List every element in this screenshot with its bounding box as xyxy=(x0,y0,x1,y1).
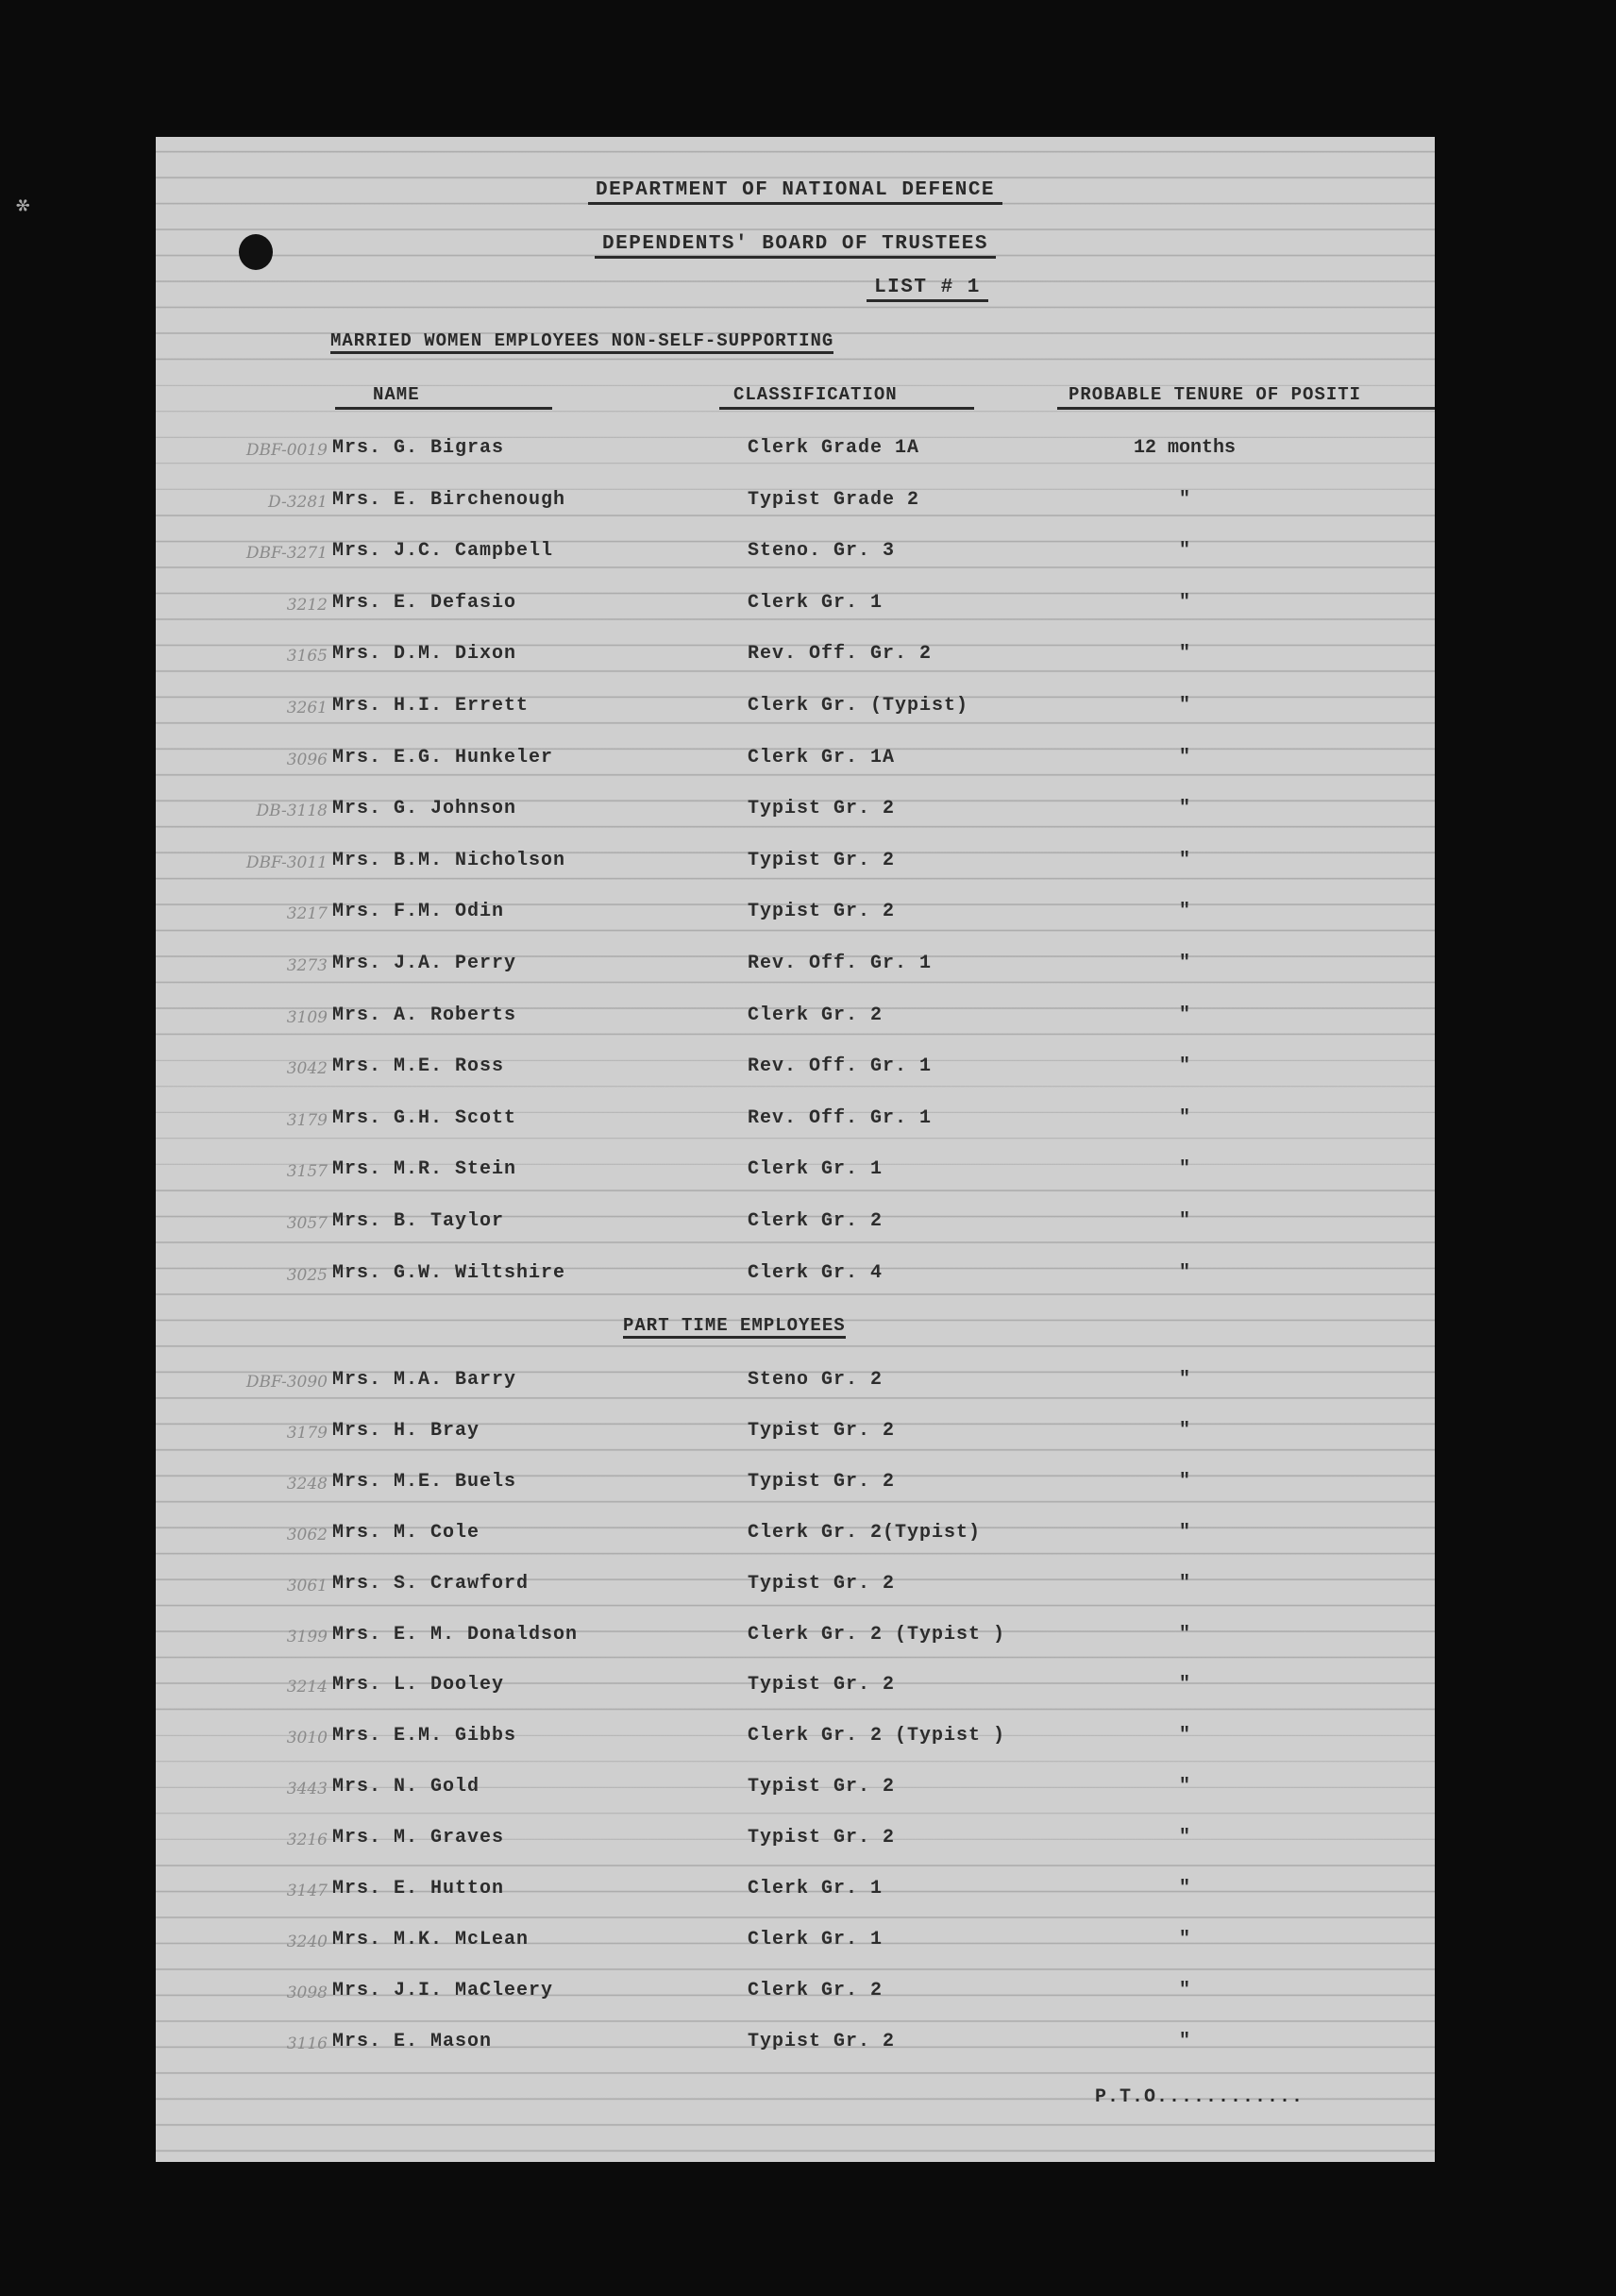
employee-name: Mrs. M.R. Stein xyxy=(332,1158,517,1181)
classification: Typist Gr. 2 xyxy=(748,798,896,820)
tenure: " xyxy=(1178,540,1190,563)
employee-name: Mrs. M.E. Ross xyxy=(332,1055,505,1078)
tenure: " xyxy=(1178,1521,1190,1544)
employee-name: Mrs. F.M. Odin xyxy=(332,901,505,923)
table-row xyxy=(156,1004,1435,1033)
classification: Typist Gr. 2 xyxy=(748,901,896,923)
document-page xyxy=(156,137,1435,2162)
table-row xyxy=(156,1725,1435,1753)
tenure: " xyxy=(1178,1210,1190,1232)
employee-name: Mrs. J.I. MaCleery xyxy=(332,1979,554,2001)
section-part-time-title: PART TIME EMPLOYEES xyxy=(623,1315,846,1336)
table-row xyxy=(156,1262,1435,1291)
tenure: " xyxy=(1178,1623,1190,1646)
tenure: " xyxy=(1178,695,1190,717)
file-number: D-3281 xyxy=(268,492,328,512)
table-row xyxy=(156,592,1435,620)
table-row xyxy=(156,1624,1435,1652)
employee-name: Mrs. L. Dooley xyxy=(332,1674,505,1697)
classification: Steno. Gr. 3 xyxy=(748,540,896,563)
classification: Typist Gr. 2 xyxy=(748,1827,896,1849)
employee-name: Mrs. M. Graves xyxy=(332,1827,505,1849)
employee-name: Mrs. E. Defasio xyxy=(332,591,517,614)
file-number: DBF-0019 xyxy=(245,441,328,460)
classification: Typist Gr. 2 xyxy=(748,1674,896,1697)
employee-name: Mrs. E.M. Gibbs xyxy=(332,1725,517,1747)
table-row xyxy=(156,1674,1435,1702)
classification: Clerk Gr. 1 xyxy=(748,1158,884,1181)
file-number: 3240 xyxy=(286,1932,328,1951)
table-row xyxy=(156,489,1435,517)
employee-name: Mrs. M.A. Barry xyxy=(332,1369,517,1391)
employee-name: Mrs. E. Hutton xyxy=(332,1878,505,1899)
file-number: 3443 xyxy=(286,1780,328,1799)
tenure: " xyxy=(1178,1261,1190,1284)
classification: Rev. Off. Gr. 2 xyxy=(748,643,933,666)
file-number: 3157 xyxy=(286,1162,328,1182)
tenure: " xyxy=(1178,643,1190,666)
table-row xyxy=(156,901,1435,929)
table-row xyxy=(156,695,1435,723)
file-number: DBF-3271 xyxy=(245,544,328,564)
file-number: 3248 xyxy=(286,1474,328,1494)
file-number: DB-3118 xyxy=(256,802,328,821)
tenure: " xyxy=(1178,1004,1190,1026)
column-header-classification: CLASSIFICATION xyxy=(719,384,974,410)
classification: Clerk Gr. 1 xyxy=(748,591,884,614)
table-row xyxy=(156,1776,1435,1804)
employee-name: Mrs. M.E. Buels xyxy=(332,1470,517,1493)
file-number: 3116 xyxy=(286,2034,328,2053)
file-number: 3025 xyxy=(286,1265,328,1285)
file-number: 3109 xyxy=(286,1007,328,1027)
employee-name: Mrs. E.G. Hunkeler xyxy=(332,746,554,768)
table-row xyxy=(156,1573,1435,1601)
table-row xyxy=(156,1420,1435,1448)
table-row xyxy=(156,1210,1435,1239)
file-number: 3062 xyxy=(286,1525,328,1545)
employee-name: Mrs. G.H. Scott xyxy=(332,1106,517,1129)
tenure: " xyxy=(1178,746,1190,768)
file-number: 3096 xyxy=(286,750,328,769)
classification: Clerk Gr. 4 xyxy=(748,1261,884,1284)
tenure: " xyxy=(1178,488,1190,511)
section-married-women-title: MARRIED WOMEN EMPLOYEES NON-SELF-SUPPORTING xyxy=(330,330,833,351)
department-heading: DEPARTMENT OF NATIONAL DEFENCE xyxy=(156,179,1435,201)
table-row xyxy=(156,643,1435,671)
employee-name: Mrs. G.W. Wiltshire xyxy=(332,1261,566,1284)
tenure: " xyxy=(1178,1674,1190,1697)
tenure: " xyxy=(1178,1369,1190,1391)
employee-name: Mrs. D.M. Dixon xyxy=(332,643,517,666)
table-row xyxy=(156,798,1435,826)
board-heading: DEPENDENTS' BOARD OF TRUSTEES xyxy=(156,233,1435,255)
employee-name: Mrs. S. Crawford xyxy=(332,1572,530,1595)
table-row xyxy=(156,953,1435,981)
employee-name: Mrs. J.C. Campbell xyxy=(332,540,554,563)
file-number: 3098 xyxy=(286,1983,328,2002)
classification: Typist Gr. 2 xyxy=(748,1572,896,1595)
employee-name: Mrs. M.K. McLean xyxy=(332,1928,530,1950)
edge-mark-icon: ✻ xyxy=(11,193,35,220)
table-row xyxy=(156,2031,1435,2059)
file-number: 3273 xyxy=(286,956,328,975)
employee-name: Mrs. E. M. Donaldson xyxy=(332,1623,579,1646)
classification: Clerk Gr. 2(Typist) xyxy=(748,1521,982,1544)
tenure: " xyxy=(1178,1878,1190,1899)
tenure: " xyxy=(1178,1979,1190,2001)
employee-name: Mrs. H.I. Errett xyxy=(332,695,530,717)
classification: Typist Gr. 2 xyxy=(748,1776,896,1798)
tenure: " xyxy=(1178,953,1190,974)
table-row xyxy=(156,850,1435,878)
classification: Clerk Grade 1A xyxy=(748,437,920,459)
column-header-tenure: PROBABLE TENURE OF POSITI xyxy=(1057,384,1435,410)
file-number: 3261 xyxy=(286,699,328,718)
table-row xyxy=(156,1929,1435,1957)
tenure: " xyxy=(1178,1725,1190,1747)
file-number: 3057 xyxy=(286,1214,328,1233)
tenure: " xyxy=(1178,1572,1190,1595)
file-number: 3214 xyxy=(286,1678,328,1697)
file-number: 3147 xyxy=(286,1882,328,1900)
file-number: 3042 xyxy=(286,1059,328,1079)
tenure: " xyxy=(1178,901,1190,923)
classification: Typist Grade 2 xyxy=(748,488,920,511)
tenure: " xyxy=(1178,1827,1190,1849)
tenure: " xyxy=(1178,1928,1190,1950)
classification: Clerk Gr. (Typist) xyxy=(748,695,969,717)
table-row xyxy=(156,540,1435,568)
file-number: 3061 xyxy=(286,1576,328,1595)
classification: Clerk Gr. 2 (Typist ) xyxy=(748,1725,1006,1747)
employee-name: Mrs. A. Roberts xyxy=(332,1004,517,1026)
file-number: 3010 xyxy=(286,1729,328,1748)
table-row xyxy=(156,437,1435,465)
table-row xyxy=(156,1055,1435,1084)
employee-name: Mrs. G. Johnson xyxy=(332,798,517,820)
classification: Clerk Gr. 1 xyxy=(748,1878,884,1899)
file-number: 3216 xyxy=(286,1831,328,1850)
file-number: 3165 xyxy=(286,647,328,667)
employee-name: Mrs. G. Bigras xyxy=(332,437,505,459)
table-row xyxy=(156,1158,1435,1187)
classification: Typist Gr. 2 xyxy=(748,1419,896,1442)
employee-name: Mrs. M. Cole xyxy=(332,1521,480,1544)
tenure: " xyxy=(1178,849,1190,871)
classification: Clerk Gr. 2 (Typist ) xyxy=(748,1623,1006,1646)
classification: Typist Gr. 2 xyxy=(748,1470,896,1493)
employee-name: Mrs. E. Birchenough xyxy=(332,488,566,511)
table-row xyxy=(156,747,1435,775)
tenure: " xyxy=(1178,1158,1190,1181)
tenure: 12 months xyxy=(1133,437,1237,459)
tenure: " xyxy=(1178,1776,1190,1798)
employee-name: Mrs. N. Gold xyxy=(332,1776,480,1798)
file-number: 3212 xyxy=(286,595,328,615)
table-row xyxy=(156,1107,1435,1136)
file-number: 3179 xyxy=(286,1423,328,1443)
table-row xyxy=(156,1522,1435,1550)
classification: Clerk Gr. 2 xyxy=(748,1979,884,2001)
tenure: " xyxy=(1178,2030,1190,2052)
column-header-name: NAME xyxy=(335,384,552,410)
classification: Clerk Gr. 2 xyxy=(748,1210,884,1232)
classification: Clerk Gr. 1 xyxy=(748,1928,884,1950)
employee-name: Mrs. E. Mason xyxy=(332,2030,493,2052)
file-number: 3179 xyxy=(286,1110,328,1130)
employee-name: Mrs. J.A. Perry xyxy=(332,953,517,974)
file-number: 3199 xyxy=(286,1627,328,1646)
list-heading: LIST # 1 xyxy=(288,277,1435,298)
tenure: " xyxy=(1178,1419,1190,1442)
file-number: DBF-3011 xyxy=(245,853,328,872)
classification: Typist Gr. 2 xyxy=(748,849,896,871)
classification: Rev. Off. Gr. 1 xyxy=(748,1106,933,1129)
employee-name: Mrs. H. Bray xyxy=(332,1419,480,1442)
tenure: " xyxy=(1178,1106,1190,1129)
employee-name: Mrs. B.M. Nicholson xyxy=(332,849,566,871)
tenure: " xyxy=(1178,591,1190,614)
classification: Clerk Gr. 2 xyxy=(748,1004,884,1026)
table-row xyxy=(156,1878,1435,1906)
please-turn-over: P.T.O............ xyxy=(1095,2086,1305,2108)
tenure: " xyxy=(1178,798,1190,820)
table-row xyxy=(156,1369,1435,1397)
table-row xyxy=(156,1827,1435,1855)
employee-name: Mrs. B. Taylor xyxy=(332,1210,505,1232)
classification: Rev. Off. Gr. 1 xyxy=(748,953,933,974)
classification: Rev. Off. Gr. 1 xyxy=(748,1055,933,1078)
tenure: " xyxy=(1178,1055,1190,1078)
file-number: 3217 xyxy=(286,904,328,924)
classification: Typist Gr. 2 xyxy=(748,2030,896,2052)
tenure: " xyxy=(1178,1470,1190,1493)
classification: Steno Gr. 2 xyxy=(748,1369,884,1391)
classification: Clerk Gr. 1A xyxy=(748,746,896,768)
file-number: DBF-3090 xyxy=(245,1373,328,1392)
table-row xyxy=(156,1980,1435,2008)
table-row xyxy=(156,1471,1435,1499)
